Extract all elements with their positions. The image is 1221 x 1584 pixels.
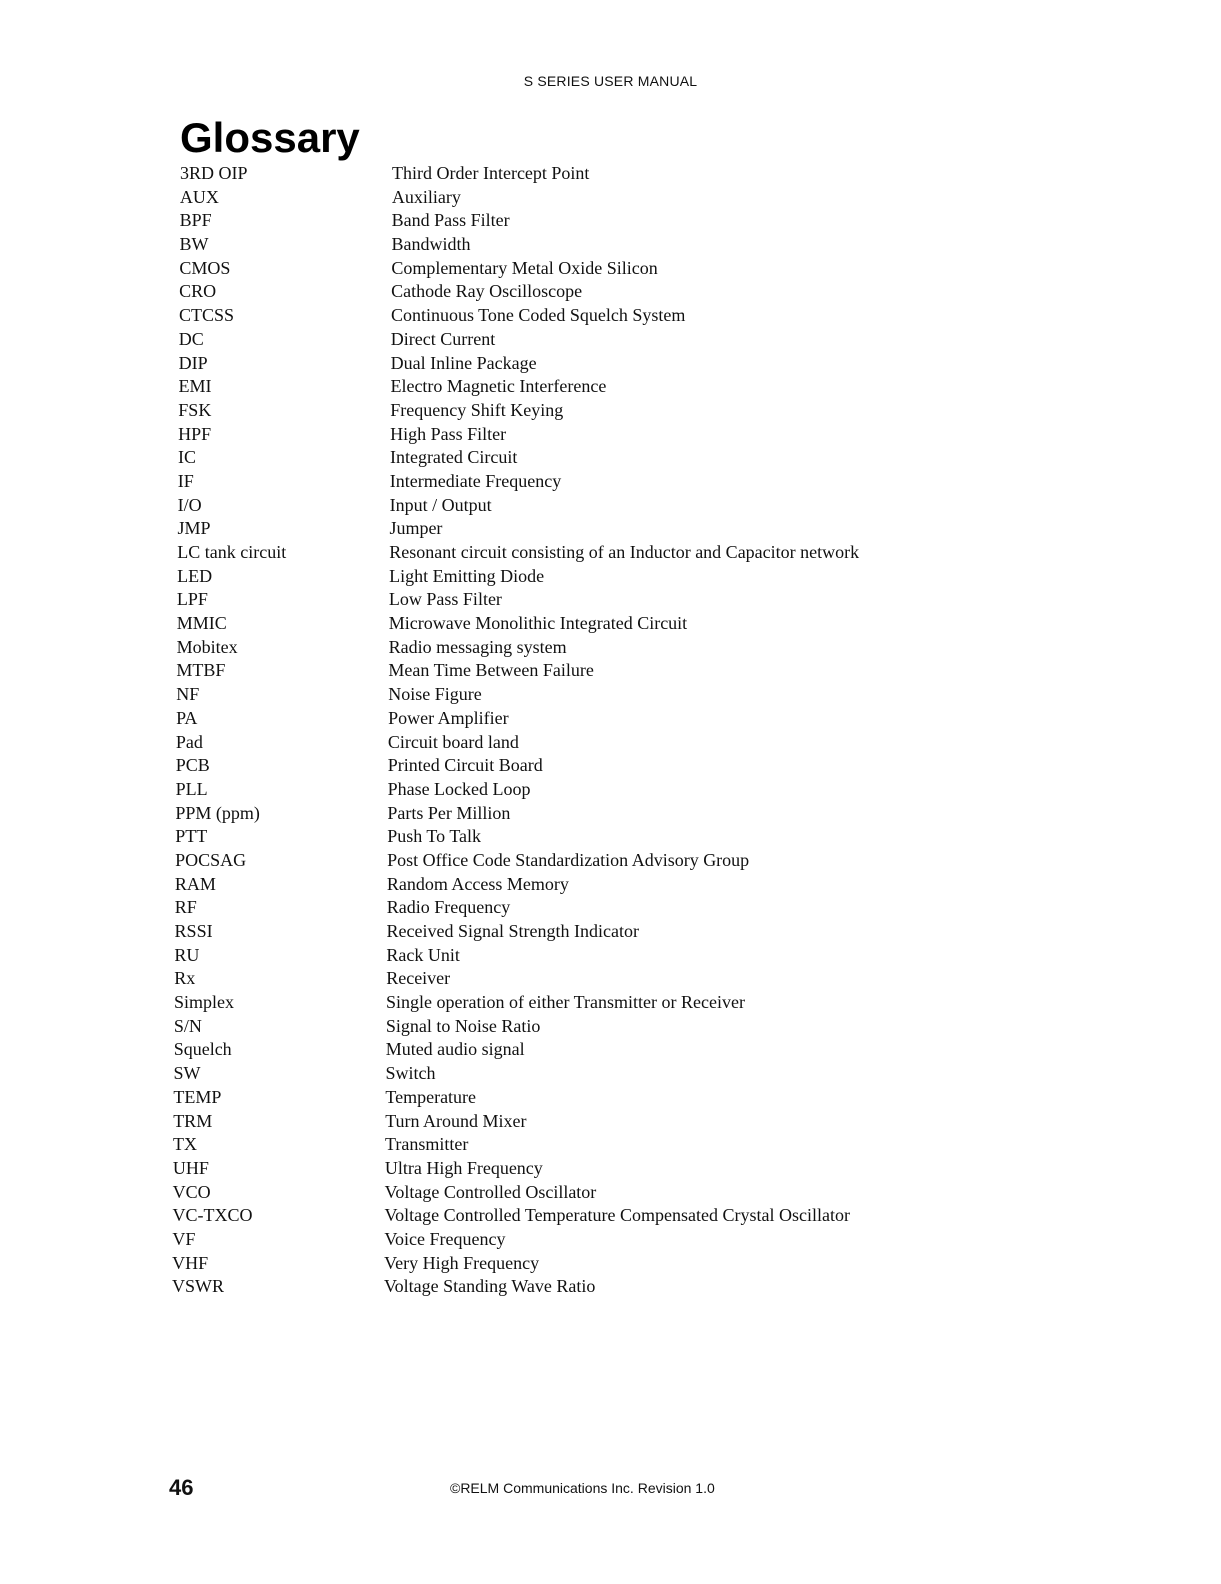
glossary-term: NF — [176, 684, 200, 705]
glossary-row — [0, 162, 1221, 186]
glossary-row — [0, 257, 1221, 281]
glossary-definition: Auxiliary — [391, 186, 461, 207]
glossary-definition: Resonant circuit consisting of an Inductor and Capacitor network — [389, 542, 860, 562]
glossary-definition: Push To Talk — [387, 826, 482, 847]
glossary-definition: Microwave Monolithic Integrated Circuit — [388, 613, 688, 634]
glossary-term: VC-TXCO — [172, 1205, 253, 1226]
glossary-definition: Random Access Memory — [386, 873, 569, 894]
glossary-definition: Circuit board land — [387, 731, 519, 752]
glossary-definition: Dual Inline Package — [390, 352, 537, 373]
glossary-term: LC tank circuit — [177, 542, 287, 562]
glossary-term: MMIC — [176, 613, 227, 634]
glossary-term: DIP — [178, 352, 208, 373]
glossary-term: TX — [173, 1134, 198, 1155]
glossary-term: PTT — [175, 826, 208, 847]
glossary-term: IF — [177, 470, 194, 491]
glossary-term: DC — [178, 328, 204, 349]
glossary-term: PCB — [175, 755, 210, 776]
glossary-row — [0, 304, 1221, 328]
glossary-definition: Third Order Intercept Point — [392, 163, 590, 183]
glossary-row — [0, 1038, 1221, 1062]
glossary-definition: Electro Magnetic Interference — [390, 376, 607, 397]
glossary-row — [0, 1228, 1221, 1252]
glossary-definition: Parts Per Million — [387, 802, 511, 823]
glossary-row — [0, 446, 1221, 470]
glossary-definition: Band Pass Filter — [391, 210, 510, 231]
glossary-term: IC — [177, 447, 196, 468]
glossary-term: RSSI — [174, 921, 213, 941]
glossary-term: TEMP — [173, 1086, 222, 1107]
glossary-row — [0, 967, 1221, 991]
glossary-definition: Received Signal Strength Indicator — [386, 921, 639, 941]
glossary-row — [0, 1157, 1221, 1181]
glossary-term: 3RD OIP — [180, 163, 248, 183]
glossary-term: BW — [179, 234, 209, 255]
glossary-row — [0, 778, 1221, 802]
glossary-definition: Single operation of either Transmitter or Receiver — [386, 992, 745, 1013]
glossary-term: VSWR — [172, 1276, 225, 1297]
glossary-term: VHF — [172, 1252, 209, 1273]
glossary-definition: Direct Current — [390, 328, 496, 349]
glossary-term: PPM (ppm) — [175, 802, 260, 823]
glossary-term: RAM — [174, 873, 216, 894]
glossary-term: RF — [174, 897, 197, 918]
glossary-row — [0, 636, 1221, 660]
glossary-term: LED — [177, 565, 213, 586]
glossary-row — [0, 233, 1221, 257]
glossary-row — [0, 944, 1221, 968]
glossary-term: JMP — [177, 518, 211, 539]
glossary-definition: Mean Time Between Failure — [388, 660, 594, 681]
glossary-row — [0, 1252, 1221, 1276]
glossary-term: BPF — [179, 210, 212, 231]
page-number: 46 — [169, 1475, 194, 1500]
glossary-term: LPF — [176, 589, 208, 610]
glossary-row — [0, 352, 1221, 376]
glossary-definition: Voice Frequency — [384, 1228, 506, 1249]
glossary-definition: Bandwidth — [391, 234, 471, 255]
glossary-row — [0, 565, 1221, 589]
glossary-term: VCO — [172, 1181, 211, 1202]
glossary-row — [0, 802, 1221, 826]
glossary-row — [0, 470, 1221, 494]
glossary-term: HPF — [178, 423, 212, 444]
glossary-definition: Very High Frequency — [384, 1252, 540, 1273]
glossary-term: PA — [176, 707, 198, 728]
glossary-term: Squelch — [173, 1039, 232, 1060]
glossary-row — [0, 280, 1221, 304]
glossary-definition: Power Amplifier — [388, 707, 509, 728]
glossary-definition: Ultra High Frequency — [384, 1157, 543, 1178]
glossary-definition: Voltage Controlled Temperature Compensated Crystal Oscillator — [384, 1205, 850, 1226]
glossary-row — [0, 1181, 1221, 1205]
glossary-row — [0, 1204, 1221, 1228]
glossary-definition: Integrated Circuit — [389, 447, 518, 468]
glossary-definition: Muted audio signal — [385, 1039, 525, 1060]
glossary-row — [0, 1015, 1221, 1039]
glossary-definition: Phase Locked Loop — [387, 778, 531, 799]
glossary-definition: Frequency Shift Keying — [390, 399, 564, 420]
glossary-term: UHF — [172, 1157, 209, 1178]
glossary-definition: Turn Around Mixer — [385, 1110, 527, 1131]
glossary-row — [0, 1275, 1221, 1299]
glossary-row — [0, 209, 1221, 233]
glossary-row — [0, 849, 1221, 873]
glossary-definition: Voltage Standing Wave Ratio — [384, 1276, 596, 1297]
glossary-row — [0, 328, 1221, 352]
page-title: Glossary — [180, 114, 360, 161]
glossary-term: AUX — [179, 186, 219, 207]
glossary-term: VF — [172, 1228, 196, 1249]
glossary-definition: Radio messaging system — [388, 636, 567, 657]
footer-copyright: ©RELM Communications Inc. Revision 1.0 — [450, 1480, 715, 1496]
glossary-row — [0, 920, 1221, 944]
glossary-definition: Signal to Noise Ratio — [385, 1015, 541, 1036]
glossary-row — [0, 186, 1221, 210]
glossary-definition: Rack Unit — [386, 944, 460, 965]
glossary-definition: Switch — [385, 1063, 436, 1084]
glossary-term: CTCSS — [178, 305, 234, 326]
glossary-definition: Intermediate Frequency — [389, 470, 562, 491]
glossary-term: S/N — [173, 1015, 202, 1036]
glossary-row — [0, 517, 1221, 541]
glossary-row — [0, 683, 1221, 707]
glossary-row — [0, 731, 1221, 755]
glossary-definition: Input / Output — [389, 494, 492, 515]
glossary-term: POCSAG — [175, 849, 247, 870]
glossary-term: CMOS — [179, 257, 231, 278]
glossary-term: I/O — [177, 494, 202, 515]
glossary-row — [0, 896, 1221, 920]
glossary-definition: Noise Figure — [388, 684, 482, 705]
glossary-term: RU — [174, 944, 200, 965]
running-header: S SERIES USER MANUAL — [523, 73, 698, 89]
glossary-term: TRM — [173, 1110, 213, 1131]
glossary-term: PLL — [175, 778, 208, 799]
glossary-row — [0, 1062, 1221, 1086]
glossary-term: SW — [173, 1063, 201, 1084]
glossary-term: EMI — [178, 376, 212, 397]
glossary-term: Simplex — [174, 992, 235, 1013]
glossary-row — [0, 588, 1221, 612]
glossary-row — [0, 541, 1221, 565]
glossary-definition: Temperature — [385, 1086, 477, 1107]
glossary-term: FSK — [178, 399, 212, 420]
glossary-definition: Continuous Tone Coded Squelch System — [390, 305, 686, 326]
glossary-row — [0, 659, 1221, 683]
glossary-row — [0, 825, 1221, 849]
glossary-row — [0, 494, 1221, 518]
glossary-term: CRO — [179, 281, 217, 302]
glossary-term: MTBF — [176, 660, 226, 681]
glossary-definition: Complementary Metal Oxide Silicon — [391, 257, 658, 278]
glossary-list — [0, 162, 1221, 1299]
glossary-row — [0, 375, 1221, 399]
glossary-definition: Light Emitting Diode — [389, 565, 545, 586]
glossary-row — [0, 1110, 1221, 1134]
glossary-row — [0, 1086, 1221, 1110]
glossary-row — [0, 423, 1221, 447]
glossary-row — [0, 707, 1221, 731]
glossary-row — [0, 873, 1221, 897]
glossary-row — [0, 754, 1221, 778]
glossary-definition: Transmitter — [385, 1134, 469, 1155]
glossary-definition: Jumper — [389, 518, 443, 539]
glossary-definition: Post Office Code Standardization Advisory Group — [387, 849, 750, 870]
glossary-term: Pad — [175, 731, 203, 752]
glossary-term: Rx — [174, 968, 196, 989]
glossary-definition: Printed Circuit Board — [387, 755, 543, 776]
glossary-definition: Receiver — [386, 968, 451, 989]
glossary-definition: Radio Frequency — [386, 897, 511, 918]
glossary-definition: High Pass Filter — [390, 423, 507, 444]
glossary-row — [0, 1133, 1221, 1157]
glossary-definition: Low Pass Filter — [388, 589, 502, 610]
glossary-definition: Voltage Controlled Oscillator — [384, 1181, 597, 1202]
glossary-row — [0, 991, 1221, 1015]
glossary-term: Mobitex — [176, 636, 238, 657]
glossary-row — [0, 612, 1221, 636]
glossary-row — [0, 399, 1221, 423]
glossary-definition: Cathode Ray Oscilloscope — [391, 281, 583, 302]
